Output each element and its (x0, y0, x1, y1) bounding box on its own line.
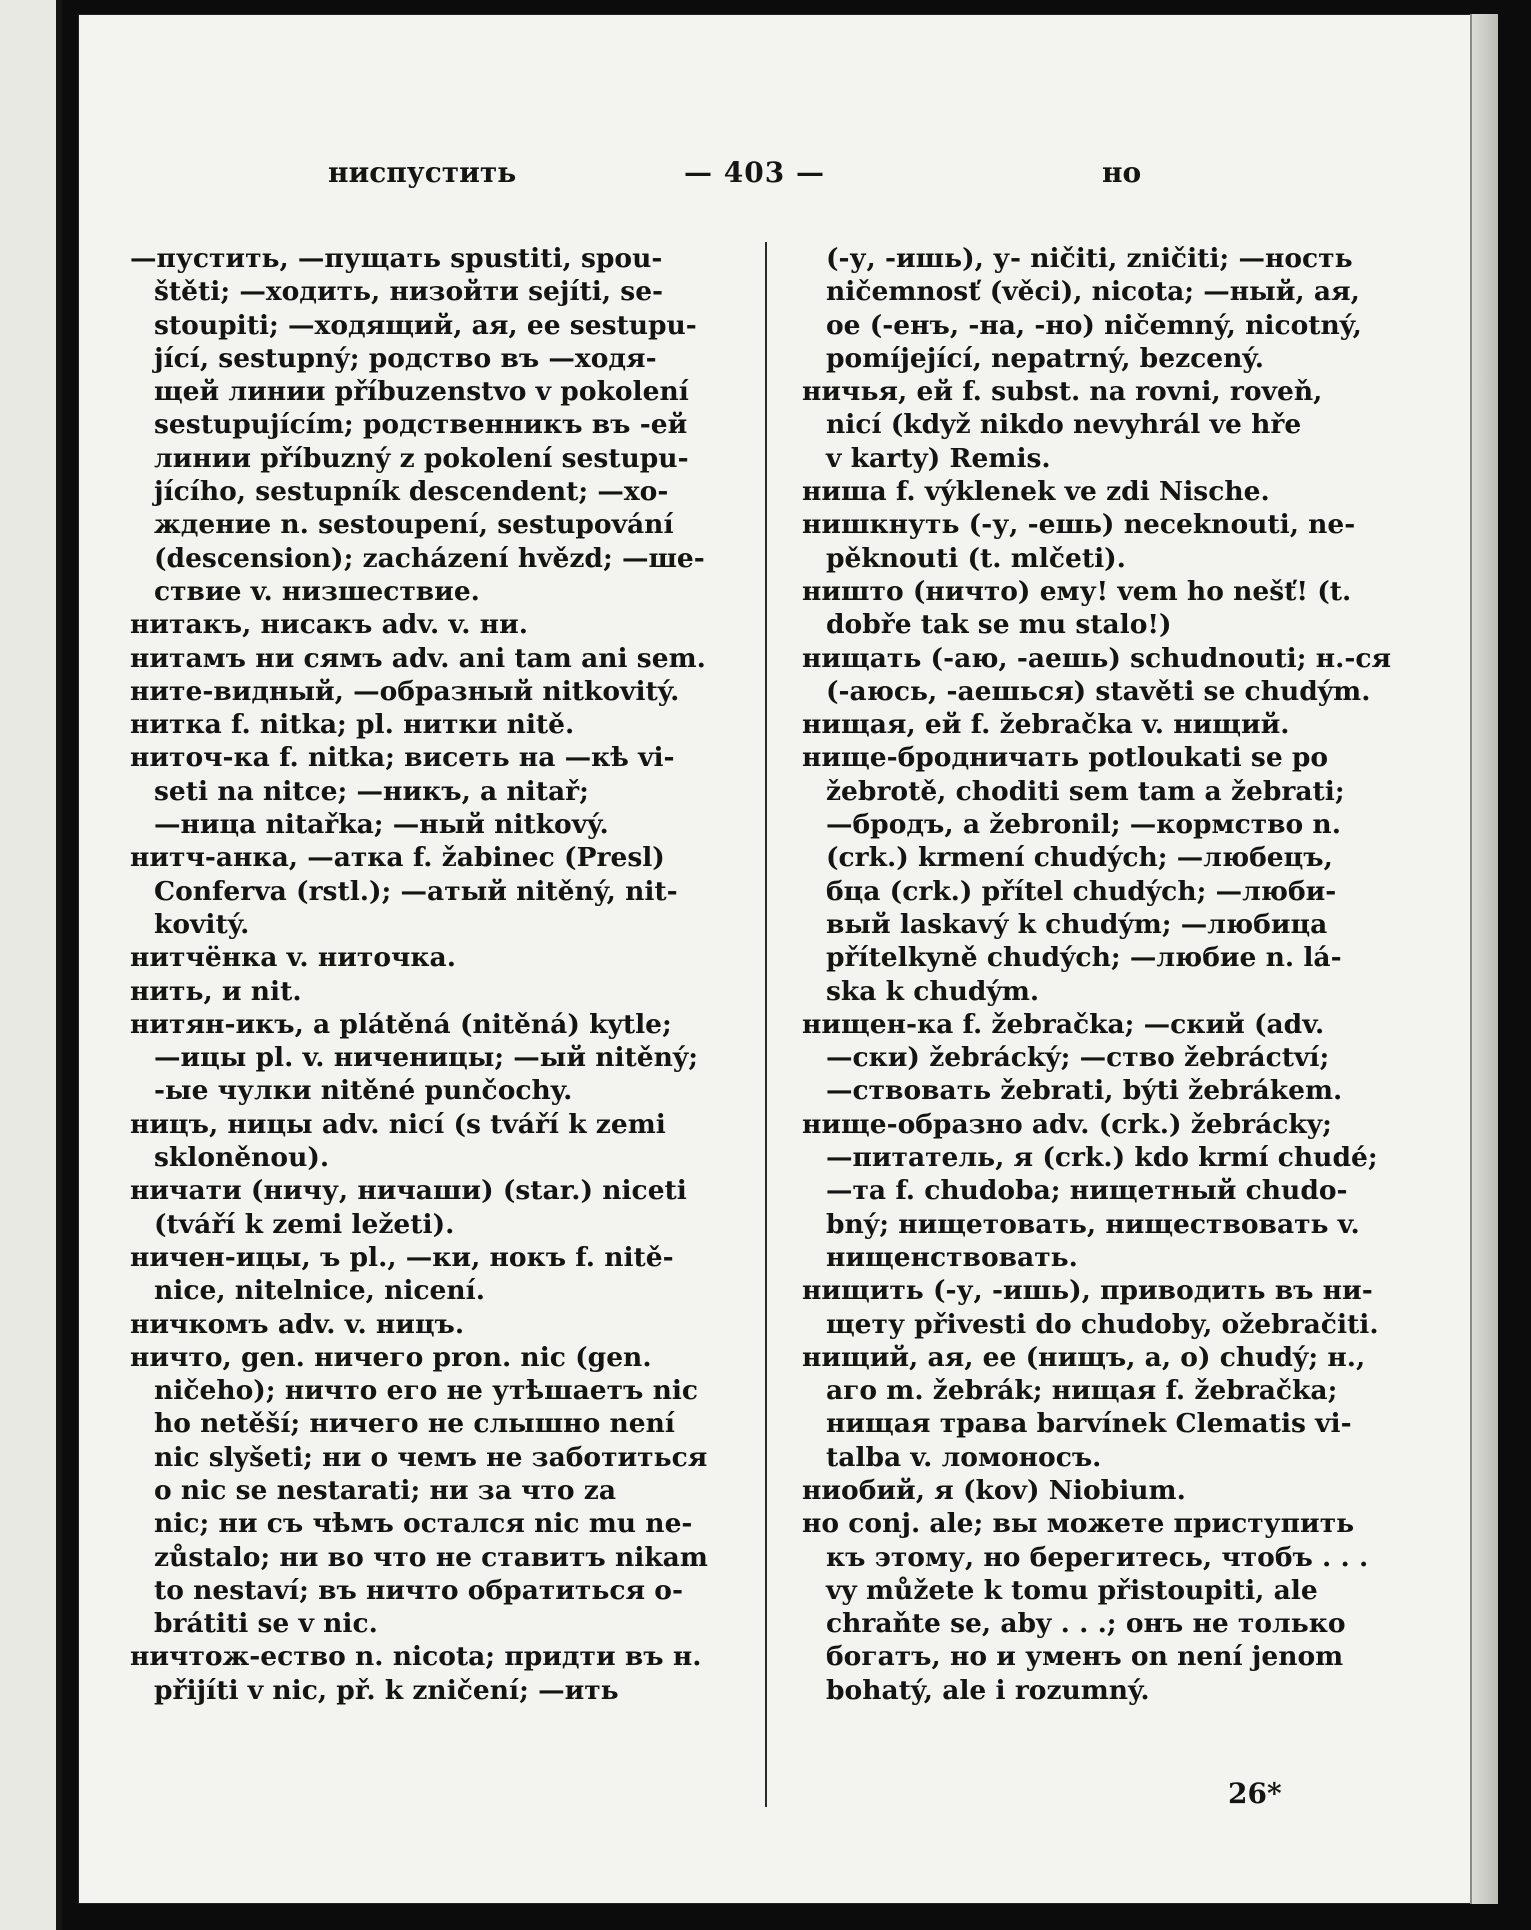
dictionary-line: нищить (-у, -ишь), приводить въ ни- (802, 1275, 1373, 1307)
dictionary-line: nice, nitelnice, nicení. (154, 1275, 485, 1307)
dictionary-line: нишкнуть (-у, -ешь) neceknouti, ne- (802, 509, 1356, 541)
dictionary-line: нищий, ая, ее (нищъ, а, о) chudý; н., (802, 1341, 1366, 1373)
dictionary-line: нище-бродничать potloukati se po (802, 742, 1329, 774)
dictionary-line: —ствовать žebrati, býti žebrákem. (826, 1075, 1343, 1107)
dictionary-line: но conj. ale; вы можете приступить (802, 1508, 1355, 1540)
dictionary-line: нищая трава barvínek Clematis vi- (826, 1408, 1352, 1440)
dictionary-line: sestupujícím; родственникъ въ -ей (154, 409, 688, 441)
dictionary-line: —бродъ, a žebronil; —кормство n. (826, 809, 1341, 841)
dictionary-line: —та f. chudoba; нищетный chudo- (826, 1175, 1348, 1207)
dictionary-line: ствие v. низшествие. (154, 575, 480, 607)
dictionary-line: kovitý. (154, 908, 250, 940)
dictionary-line: нищен-ка f. žebračka; —ский (adv. (802, 1008, 1325, 1040)
header-guide-word-left: ниспустить (328, 156, 517, 189)
dictionary-line: ničeho); ничто его не утѣшаетъ nic (154, 1375, 699, 1407)
dictionary-line: ниобий, я (kov) Niobium. (802, 1474, 1186, 1506)
dictionary-line: аго m. žebrák; нищая f. žebračka; (826, 1375, 1338, 1407)
dictionary-line: (crk.) krmení chudých; —любецъ, (826, 842, 1333, 874)
dictionary-line: нищая, ей f. žebračka v. нищий. (802, 709, 1290, 741)
dictionary-line: богатъ, но и уменъ on není jenom (826, 1641, 1344, 1673)
dictionary-line: ниточ-ка f. nitka; висеть на —кѣ vi- (130, 742, 675, 774)
dictionary-line: щей линии příbuzenstvo v pokolení (154, 376, 689, 408)
left-column (130, 242, 708, 1707)
dictionary-line: bný; нищетовать, ниществовать v. (826, 1208, 1360, 1240)
dictionary-line: нитчёнка v. ниточка. (130, 942, 456, 974)
dictionary-line: ничкомъ adv. v. ницъ. (130, 1308, 465, 1340)
dictionary-line: нитян-икъ, a plátěná (nitěná) kytle; (130, 1008, 672, 1040)
dictionary-line: нитч-анка, —атка f. žabinec (Presl) (130, 842, 665, 874)
page-number: — 403 — (684, 156, 825, 189)
dictionary-line: нищенствовать. (826, 1241, 1078, 1273)
dictionary-line: ничати (ничу, ничаши) (star.) niceti (130, 1175, 687, 1207)
dictionary-line: нить, и nit. (130, 975, 302, 1007)
dictionary-line: přítelkyně chudých; —любие n. lá- (826, 942, 1342, 974)
dictionary-line: chraňte se, aby . . .; онъ не только (826, 1608, 1346, 1640)
dictionary-line: ničemnosť (věci), nicota; —ный, ая, (826, 276, 1360, 308)
dictionary-line: ничтож-ество n. nicota; придти въ н. (130, 1641, 702, 1673)
dictionary-line: vy můžete k tomu přistoupiti, ale (826, 1574, 1318, 1606)
dictionary-line: —ница nitařka; —ный nitkový. (154, 809, 609, 841)
dictionary-line: линии příbuzný z pokolení sestupu- (154, 442, 689, 474)
dictionary-line: ничен-ицы, ъ pl., —ки, нокъ f. nitě- (130, 1241, 674, 1273)
dictionary-line: bohatý, ale i rozumný. (826, 1674, 1150, 1706)
dictionary-line: —пустить, —пущать spustiti, spou- (130, 243, 663, 274)
dictionary-line: ните-видный, —образный nitkovitý. (130, 675, 680, 707)
dictionary-line: to nestaví; въ ничто обратиться o- (154, 1574, 683, 1606)
dictionary-line: бца (crk.) přítel chudých; —люби- (826, 875, 1337, 907)
dictionary-line: dobře tak se mu stalo!) (826, 609, 1172, 641)
right-column (802, 242, 1398, 1707)
dictionary-line: (descensiоn); zacházení hvězd; —ше- (154, 542, 705, 574)
dictionary-line: pěknouti (t. mlčeti). (826, 542, 1126, 574)
dictionary-line: o nic se nestarati; ни за что za (154, 1474, 617, 1506)
dictionary-line: štěti; —ходить, низойти sejíti, se- (154, 276, 664, 308)
dictionary-line: къ этому, но берегитесь, чтобъ . . . (826, 1541, 1369, 1573)
dictionary-line: нитка f. nitka; pl. нитки nitě. (130, 709, 575, 741)
header-guide-word-right: но (1102, 156, 1142, 189)
dictionary-line: нитакъ, нисакъ adv. v. ни. (130, 609, 528, 641)
dictionary-line: brátiti se v nic. (154, 1608, 378, 1640)
dictionary-line: нищать (-аю, -аешь) schudnouti; н.-ся (802, 642, 1392, 674)
dictionary-line: (-аюсь, -аешься) stavěti se chudým. (826, 675, 1371, 707)
previous-page-edge (0, 0, 62, 1930)
dictionary-line: skloněnou). (154, 1142, 330, 1174)
column-divider (765, 242, 767, 1807)
dictionary-line: ое (-енъ, -на, -но) ničemný, nicotný, (826, 309, 1362, 341)
dictionary-line: stoupiti; —ходящий, ая, ее sestupu- (154, 309, 697, 341)
dictionary-line: jícího, sestupník descendent; —хо- (154, 476, 669, 508)
dictionary-line: nic slyšeti; ни о чемъ не заботиться (154, 1441, 708, 1473)
dictionary-line: jící, sestupný; родство въ —ходя- (154, 342, 657, 374)
dictionary-line: нище-образно adv. (crk.) žebrácky; (802, 1108, 1332, 1140)
page-header (78, 156, 1458, 196)
page-edge-shadow (1470, 14, 1498, 1904)
dictionary-line: (-у, -ишь), у- ničiti, zničiti; —ность (826, 243, 1353, 274)
dictionary-line: ниша f. výklenek ve zdi Nische. (802, 476, 1270, 508)
dictionary-line: přijíti v nic, př. k zničení; —ить (154, 1674, 619, 1706)
dictionary-line: ждение n. sestoupení, sestupování (154, 509, 674, 541)
dictionary-line: —ски) žebrácký; —ство žebráctví; (826, 1042, 1330, 1074)
dictionary-line: ничто, gen. ничего pron. nic (gen. (130, 1341, 652, 1373)
dictionary-line: nic; ни съ чѣмъ остался nic mu ne- (154, 1508, 693, 1540)
dictionary-line: ницъ, ницы adv. nicí (s tváří k zemi (130, 1108, 666, 1140)
dictionary-line: нитамъ ни сямъ adv. ani tam ani sem. (130, 642, 706, 674)
dictionary-line: Conferva (rstl.); —атый nitěný, nit- (154, 875, 678, 907)
dictionary-line: —ицы pl. v. ниченицы; —ый nitěný; (154, 1042, 699, 1074)
dictionary-line: žebrotě, choditi sem tam a žebrati; (826, 775, 1345, 807)
dictionary-line: -ые чулки nitěné punčochy. (154, 1075, 573, 1107)
dictionary-page (78, 14, 1498, 1904)
dictionary-line: (tváří k zemi ležeti). (154, 1208, 455, 1240)
dictionary-line: ничья, ей f. subst. na rovni, roveň, (802, 376, 1323, 408)
dictionary-line: —питатель, я (crk.) kdo krmí chudé; (826, 1142, 1378, 1174)
dictionary-line: nicí (když nikdo nevyhrál ve hře (826, 409, 1302, 441)
dictionary-line: seti na nitce; —никъ, a nitař; (154, 775, 589, 807)
dictionary-line: pomíjející, nepatrný, bezcený. (826, 342, 1264, 374)
dictionary-line: zůstalo; ни во что не ставитъ nikam (154, 1541, 708, 1573)
dictionary-line: щету přivesti do chudoby, ožebračiti. (826, 1308, 1379, 1340)
dictionary-line: ska k chudým. (826, 975, 1040, 1007)
dictionary-line: ништо (ничто) ему! vem ho nešť! (t. (802, 575, 1352, 607)
dictionary-line: talba v. ломоносъ. (826, 1441, 1102, 1473)
dictionary-line: ho netěší; ничего не слышно není (154, 1408, 675, 1440)
dictionary-line: вый laskavý k chudým; —любица (826, 908, 1328, 940)
signature-mark: 26* (1228, 1777, 1282, 1810)
dictionary-line: v karty) Remis. (826, 442, 1051, 474)
